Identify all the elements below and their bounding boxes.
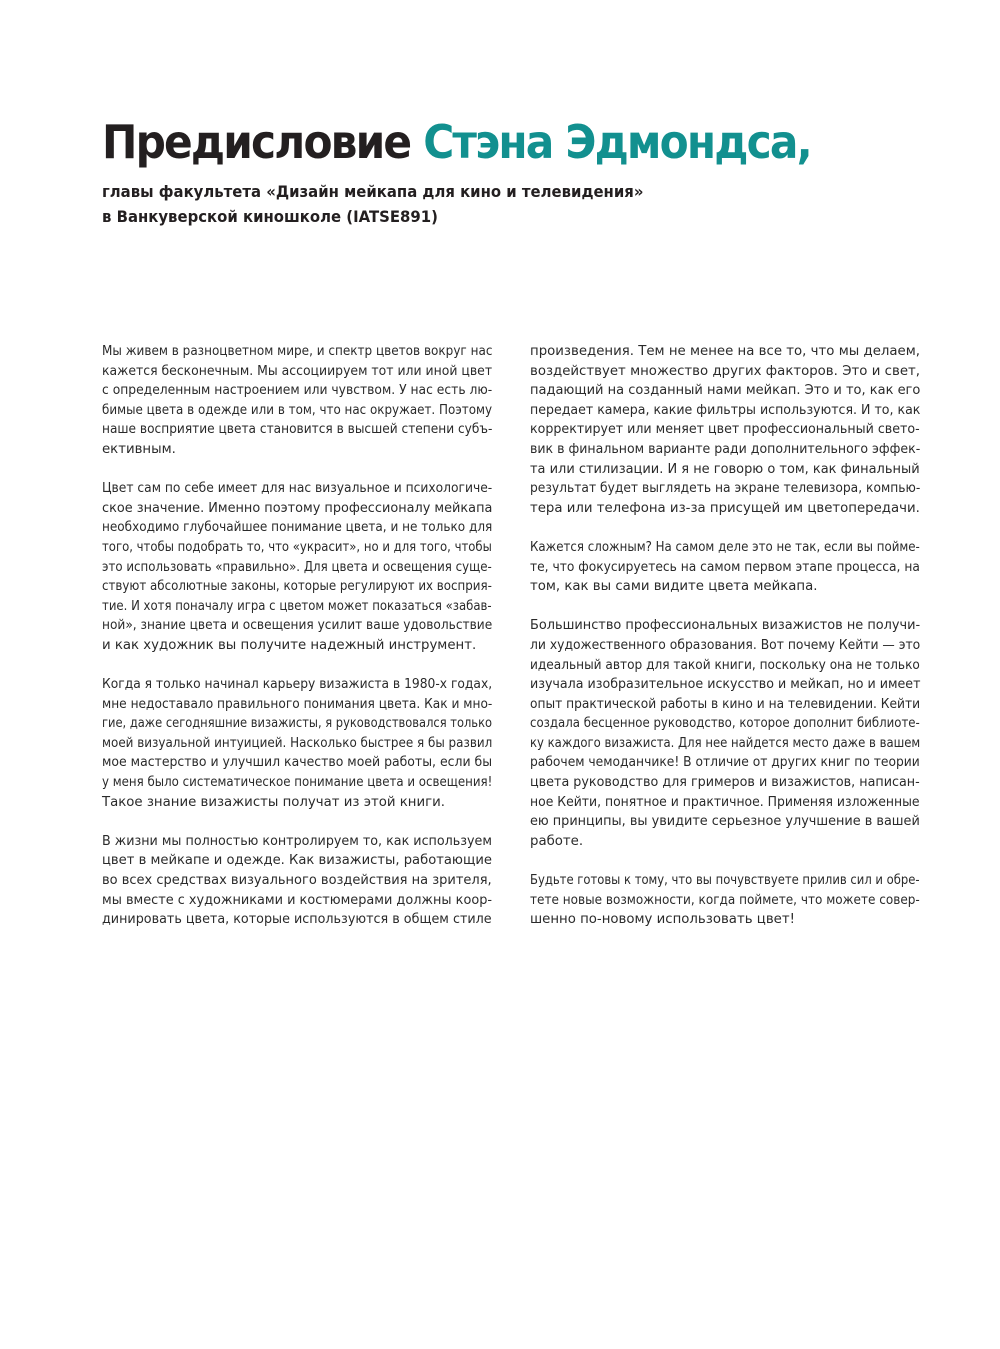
- text-line: ективным.: [102, 441, 176, 457]
- body-paragraph: [530, 616, 920, 851]
- text-line: Цвет сам по себе имеет для нас визуальное и психологиче-: [102, 481, 493, 497]
- text-line: во всех средствах визуального воздействия на зрителя,: [102, 873, 492, 889]
- text-line: том, как вы сами видите цвета мейкапа.: [530, 579, 818, 595]
- text-line: те, что фокусируетесь на самом первом этапе процесса, на: [530, 559, 920, 575]
- text-line: тете новые возможности, когда поймете, что можете совер-: [530, 892, 920, 908]
- text-line: цвет в мейкапе и одежде. Как визажисты, работающие: [102, 853, 492, 869]
- text-line: шенно по-новому использовать цвет!: [530, 912, 795, 928]
- text-line: это использовать «правильно». Для цвета и освещения суще-: [102, 559, 492, 575]
- text-line: гие, даже сегодняшние визажисты, я руководствовался только: [102, 716, 493, 732]
- page-subtitle: [102, 179, 643, 229]
- text-line: необходимо глубочайшее понимание цвета, и не только для: [102, 520, 493, 536]
- text-line: В жизни мы полностью контролируем то, как используем: [102, 833, 492, 849]
- text-line: ли художественного образования. Вот почему Кейти — это: [530, 637, 921, 653]
- body-paragraph: [530, 871, 920, 930]
- title-main: Предисловие: [102, 115, 411, 169]
- text-line: Когда я только начинал карьеру визажиста в 1980-х годах,: [102, 677, 493, 693]
- text-line: падающий на созданный нами мейкап. Это и то, как его: [530, 383, 921, 399]
- text-line: результат будет выглядеть на экране телевизора, компью-: [530, 481, 921, 497]
- text-line: корректирует или меняет цвет профессиональный свето-: [530, 422, 920, 438]
- text-line: Большинство профессиональных визажистов не получи-: [530, 618, 921, 634]
- text-line: произведения. Тем не менее на все то, что мы делаем,: [530, 344, 920, 359]
- text-line: бимые цвета в одежде или в том, что нас окружает. Поэтому: [102, 402, 493, 418]
- text-line: воздействует множество других факторов. Это и свет,: [530, 363, 920, 379]
- text-line: динировать цвета, которые используются в общем стиле: [102, 912, 492, 928]
- text-line: того, чтобы подобрать то, что «украсит», но и для того, чтобы: [102, 539, 492, 555]
- text-line: кажется бесконечным. Мы ассоциируем тот или иной цвет: [102, 363, 493, 379]
- text-line: Будьте готовы к тому, что вы почувствуете прилив сил и обре-: [530, 873, 920, 889]
- body-paragraph: [530, 342, 920, 518]
- text-line: тера или телефона из-за присущей им цветопередачи.: [530, 500, 920, 516]
- text-line: у меня было систематическое понимание цвета и освещения!: [102, 775, 493, 791]
- text-line: ку каждого визажиста. Для нее найдется место даже в вашем: [530, 735, 921, 751]
- body-paragraph: [102, 675, 492, 812]
- text-line: мое мастерство и улучшил качество моей работы, если бы: [102, 755, 493, 771]
- text-line: рабочем чемоданчике! В отличие от других книг по теории: [530, 755, 920, 771]
- text-line: работе.: [530, 833, 584, 849]
- text-line: и как художник вы получите надежный инструмент.: [102, 637, 477, 653]
- text-line: ею принципы, вы увидите серьезное улучшение в вашей: [530, 814, 920, 830]
- text-line: наше восприятие цвета становится в высшей степени субъ-: [102, 422, 493, 438]
- text-line: с определенным настроением или чувством. У нас есть лю-: [102, 383, 493, 399]
- text-line: мне недоставало правильного понимания цвета. Как и мно-: [102, 696, 493, 712]
- text-line: создала бесценное руководство, которое дополнит библиоте-: [530, 716, 920, 732]
- text-line: тие. И хотя поначалу игра с цветом может показаться «забав-: [102, 598, 492, 614]
- text-line: передает камера, какие фильтры используются. И то, как: [530, 402, 921, 418]
- title-accent-name: Стэна Эдмондса,: [423, 115, 811, 169]
- text-line: опыт практической работы в кино и на телевидении. Кейти: [530, 696, 921, 712]
- text-line: изучала изобразительное искусство и мейкап, но и имеет: [530, 677, 921, 693]
- text-line: Кажется сложным? На самом деле это не так, если вы пойме-: [530, 539, 920, 555]
- text-line: ное Кейти, понятное и практичное. Применяя изложенные: [530, 794, 920, 810]
- text-line: ское значение. Именно поэтому профессионалу мейкапа: [102, 500, 493, 516]
- body-paragraph: [102, 479, 492, 655]
- right-column: [530, 342, 920, 949]
- text-line: Такое знание визажисты получат из этой книги.: [102, 794, 445, 810]
- body-paragraph: [102, 342, 492, 460]
- page-title: [102, 112, 811, 172]
- text-line: ной», знание цвета и освещения усилит ваше удовольствие: [102, 618, 493, 634]
- text-line: цвета руководство для гримеров и визажистов, написан-: [530, 775, 920, 791]
- left-column: [102, 342, 492, 949]
- text-line: Мы живем в разноцветном мире, и спектр цветов вокруг нас: [102, 344, 493, 359]
- subtitle-line: в Ванкуверской киношколе (IATSE891): [102, 207, 438, 226]
- body-paragraph: [102, 832, 492, 930]
- text-line: мы вместе с художниками и костюмерами должны коор-: [102, 892, 493, 908]
- text-line: моей визуальной интуицией. Насколько быстрее я бы развил: [102, 735, 493, 751]
- text-line: ствуют абсолютные законы, которые регулируют их восприя-: [102, 579, 492, 595]
- text-line: та или стилизации. И я не говорю о том, как финальный: [530, 461, 920, 477]
- text-line: идеальный автор для такой книги, поскольку она не только: [530, 657, 920, 673]
- subtitle-line: главы факультета «Дизайн мейкапа для кино и телевидения»: [102, 182, 644, 201]
- text-line: вик в финальном варианте ради дополнительного эффек-: [530, 441, 921, 457]
- body-paragraph: [530, 538, 920, 597]
